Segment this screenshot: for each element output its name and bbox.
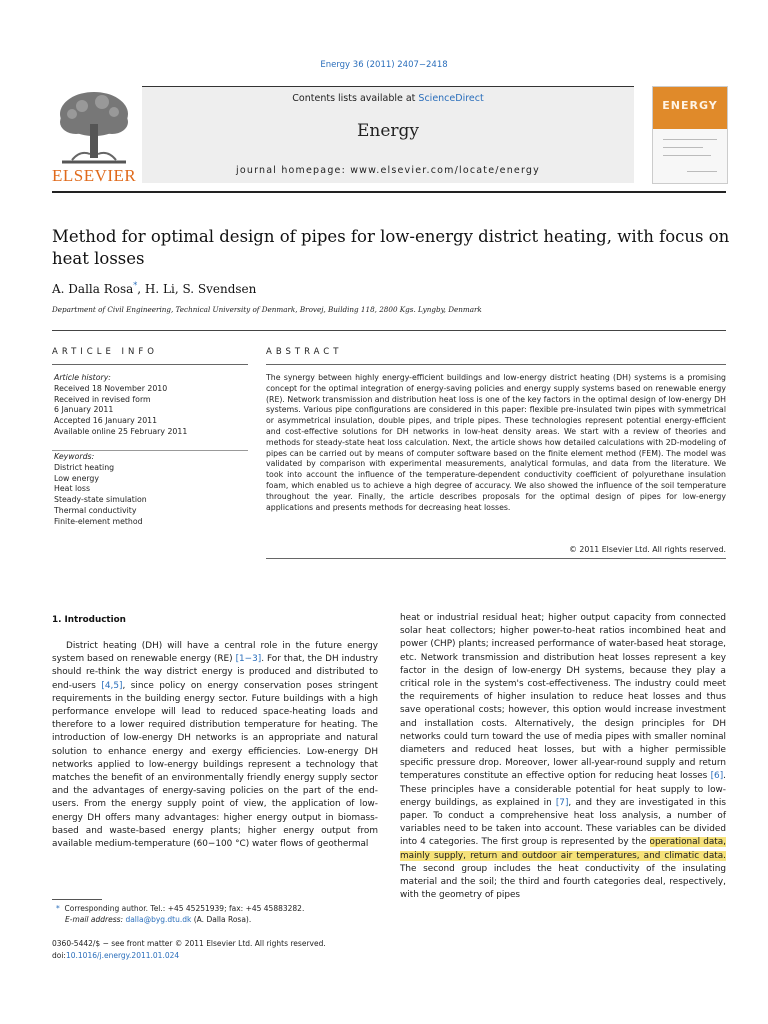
body-column-left [52, 640, 378, 851]
title-line: heat losses [52, 249, 145, 268]
author-name: A. Dalla Rosa [52, 282, 134, 296]
contents-prefix: Contents lists available at [292, 93, 419, 104]
body-text: , since policy on energy conservation poses stringent requirements in the building energy sector. Future buildings with a high performance envelope will lead to reduced space-heating loads and therefore to a lower required distribution temperature for heating. The introduction of low-energy DH networks is an appropriate and natural solution to enhance energy and exergy efficiencies. Low-energy DH networks applied to low-energy buildings represent a technology that matches the benefit of an environmentally friendly energy supply sector and the advantages of energy-saving policies on the part of the end-users. From the energy supply point of view, the application of low-energy DH offers many advantages: higher energy output in biomass-based and waste-based energy plants; higher energy output from available medium-temperature (60−100 °C) water flows of geothermal [52, 680, 378, 850]
journal-citation[interactable]: Energy 36 (2011) 2407−2418 [320, 60, 448, 70]
body-column-right [400, 612, 726, 902]
history-item: Received 18 November 2010 [54, 383, 168, 393]
publisher-name: ELSEVIER [52, 166, 137, 185]
keyword: Heat loss [54, 484, 91, 494]
footnote-mark[interactable]: * [56, 904, 60, 913]
abstract-divider [266, 364, 726, 365]
body-text: . For that, the DH industry should re-think the way district energy is produced and distributed to end-users [52, 654, 378, 691]
email-suffix: (A. Dalla Rosa). [191, 915, 252, 924]
body-text: . These principles have a considerable potential for heat supply to low-energy buildings, as explained in [400, 771, 726, 808]
cover-line [663, 155, 711, 156]
author-names-rest: , H. Li, S. Svendsen [137, 282, 257, 296]
author-list [52, 281, 256, 296]
email-link[interactable]: dalla@byg.dtu.dk [125, 915, 192, 924]
history-label: Article history: [54, 373, 111, 382]
article-info-divider [52, 364, 248, 365]
keyword: Low energy [54, 473, 99, 483]
paragraph [52, 640, 378, 851]
corresponding-author-mark[interactable]: * [133, 281, 138, 290]
journal-cover-image[interactable] [652, 86, 728, 184]
elsevier-logo[interactable] [52, 84, 136, 186]
keyword: District heating [54, 462, 115, 472]
journal-homepage[interactable]: journal homepage: www.elsevier.com/locate/energy [236, 165, 540, 176]
body-text: , and they are investigated in this paper. To conduct a comprehensive heat loss analysis, a number of variables need to be taken into account. These variables can be divided into 4 categories. The first group is represented by the [400, 797, 727, 848]
history-item: 6 January 2011 [54, 405, 114, 415]
abstract-bottom-divider [266, 558, 726, 559]
issn-line: 0360-5442/$ − see front matter © 2011 Elsevier Ltd. All rights reserved. [52, 939, 326, 948]
section-heading-introduction: 1. Introduction [52, 615, 126, 625]
paragraph [400, 612, 726, 902]
keywords [54, 452, 246, 528]
body-text: heat or industrial residual heat; higher output capacity from connected solar heat collectors; higher power-to-heat ratios incombined heat and power (CHP) plants; increased performance of water-based heat storage, etc. Network transmission and distribution heat losses represent a key factor in the design of low-energy DH systems, because they play a critical role in the system's cost-effectiveness. The industry could meet the requirements of higher insulation to reduce heat losses and thus save operational costs; however, this option would increase investment and installation costs. Alternatively, the design principles for DH networks could turn toward the use of media pipes with smaller nominal diameters and reduced heat losses, but with a higher permissible specific pressure drop. Moreover, lower all-year-round supply and return temperatures constitute an effective option for reducing heat losses [400, 613, 726, 782]
keywords-label: Keywords: [54, 452, 95, 461]
doi-link[interactable]: 10.1016/j.energy.2011.01.024 [65, 951, 180, 960]
elsevier-tree-icon [52, 84, 136, 168]
cover-line [663, 147, 703, 148]
reference-link[interactable]: [4,5] [101, 680, 123, 691]
title-line: Method for optimal design of pipes for low-energy district heating, with focus on [52, 227, 730, 246]
footnote-line [56, 914, 304, 925]
header-divider [52, 191, 726, 193]
body-text: The second group includes the heat conductivity of the insulating material and the soil; the third and fourth categories deal, respectively, with the geometry of pipes [400, 863, 726, 901]
contents-line [142, 93, 634, 104]
footnote-contact: Corresponding author. Tel.: +45 45251939; fax: +45 45883282. [64, 904, 305, 913]
body-text: District heating (DH) will have a central role in the future energy system based on renewable energy (RE) [52, 641, 378, 665]
abstract-heading: ABSTRACT [266, 347, 343, 357]
abstract-text: The synergy between highly energy-efficient buildings and low-energy district heating (DH) systems is a promising concept for the optimal integration of energy-saving policies and energy supply systems based on renewable energy (RE). Network transmission and distribution heat loss is one of the key factors in the optimal design of low-energy DH systems. Various pipe configurations are considered in this paper: flexible pre-insulated twin pipes with symmetrical or asymmetrical insulation, double pipes, and triple pipes. These technologies represent potential energy-efficient and cost-effective solutions for DH networks in low-heat density areas. We start with a review of theories and methods for steady-state heat loss calculation. Next, the article shows how detailed calculations with 2D-modeling of pipes can be carried out by means of computer software based on the finite element method (FEM). The model was validated by comparison with experimental measurements, analytical formulas, and data from the literature. We took into account the influence of the temperature-dependent conductivity coefficient of polyurethane insulation foam, which enabled us to achieve a high degree of accuracy. We also showed the influence of the soil temperature throughout the year. Finally, the article describes proposals for the optimal design of pipes for low-energy applications and presents methods for decreasing heat losses. [266, 373, 726, 512]
footnote-line [56, 903, 304, 914]
reference-link[interactable]: [1−3] [235, 654, 262, 665]
footnote [56, 903, 304, 925]
keyword: Thermal conductivity [54, 505, 137, 515]
history-item: Accepted 16 January 2011 [54, 416, 158, 426]
publication-info [52, 938, 326, 962]
reference-link[interactable]: [7] [555, 797, 569, 808]
highlighted-text[interactable]: operational data, mainly supply, return and outdoor air temperatures, and climatic data. [400, 837, 727, 861]
keyword: Finite-element method [54, 516, 143, 526]
email-label: E-mail address: [65, 915, 124, 924]
keywords-divider [52, 450, 248, 451]
journal-name: Energy [356, 121, 420, 141]
doi-label: doi: [52, 951, 66, 960]
article-info-heading: ARTICLE INFO [52, 347, 158, 357]
keyword: Steady-state simulation [54, 495, 147, 505]
cover-line [663, 139, 717, 140]
reference-link[interactable]: [6] [710, 771, 724, 782]
article-history [54, 373, 246, 438]
footnote-divider [52, 899, 102, 900]
sciencedirect-link[interactable]: ScienceDirect [418, 93, 484, 104]
affiliation: Department of Civil Engineering, Technical University of Denmark, Brovej, Building 118, 2800 Kgs. Lyngby, Denmark [52, 305, 482, 314]
doi-line [52, 950, 326, 962]
history-item: Available online 25 February 2011 [54, 426, 188, 436]
cover-line [687, 171, 717, 172]
title-divider [52, 330, 726, 331]
article-title [52, 226, 732, 270]
abstract-copyright: © 2011 Elsevier Ltd. All rights reserved. [569, 545, 726, 554]
cover-title: ENERGY [662, 99, 718, 112]
history-item: Received in revised form [54, 394, 151, 404]
journal-header-band [142, 86, 634, 183]
